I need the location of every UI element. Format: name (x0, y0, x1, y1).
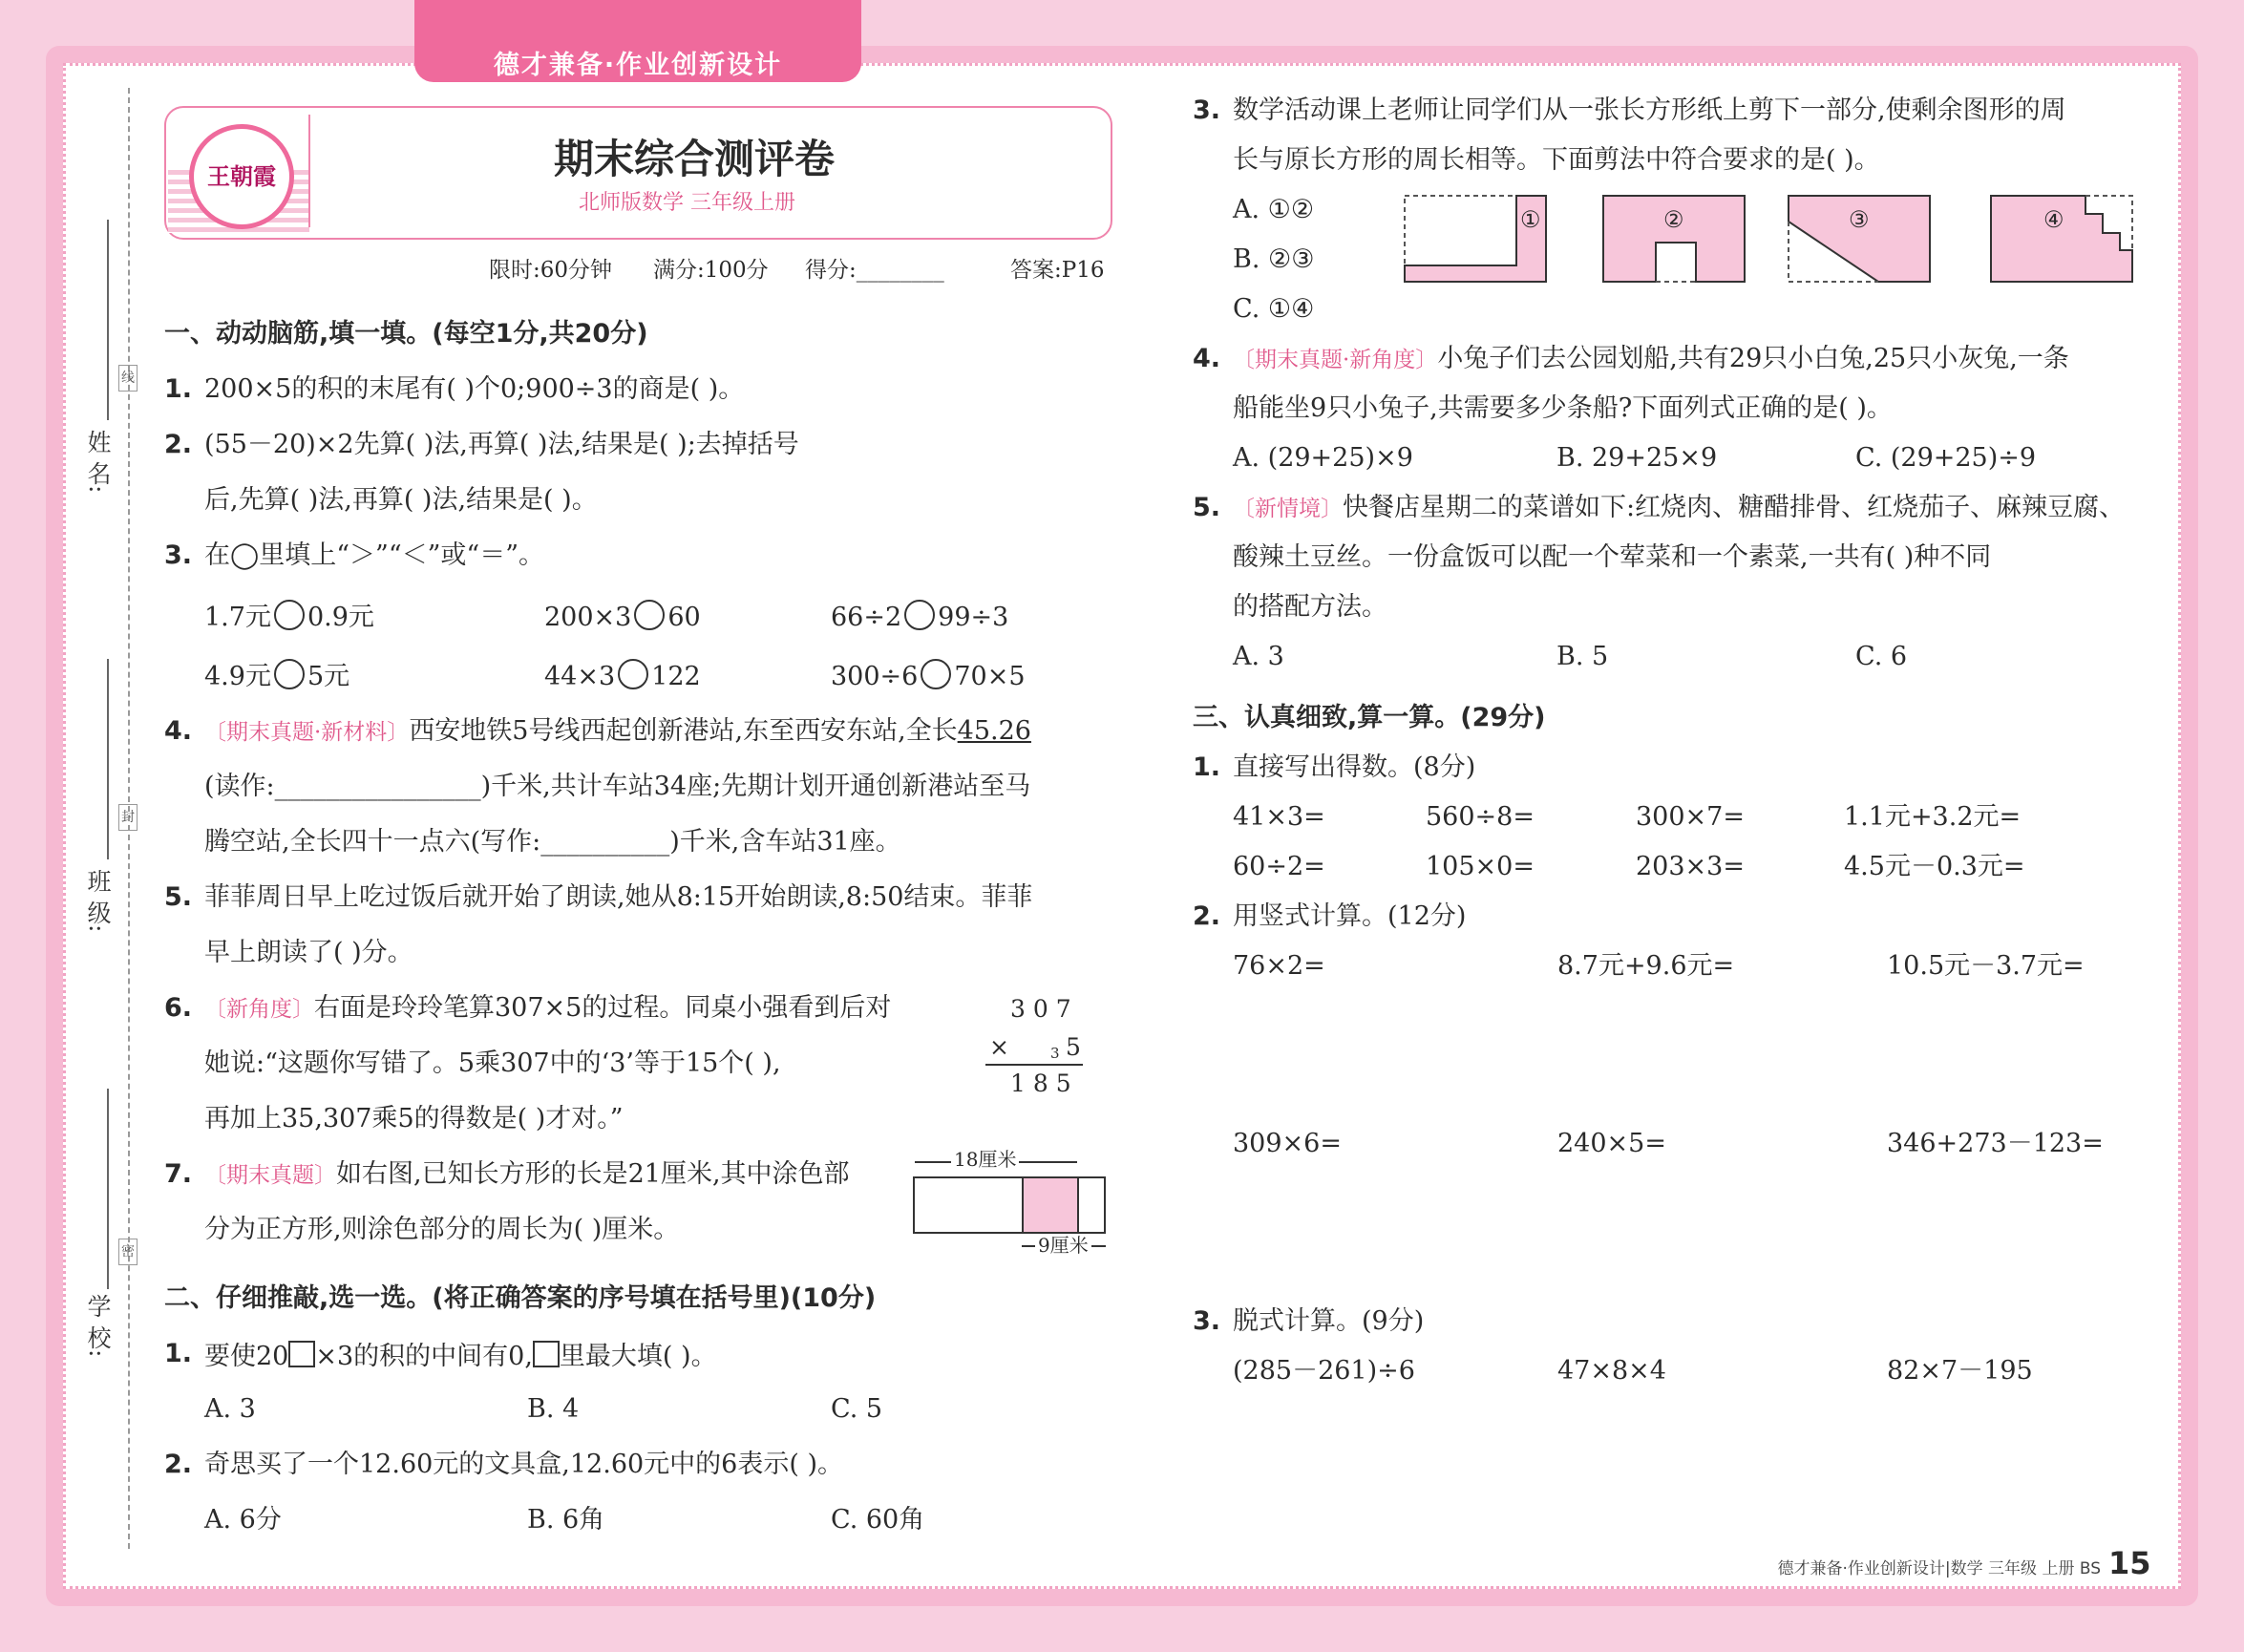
calc-rule (985, 1064, 1083, 1066)
compare-item (831, 600, 1008, 630)
s2-q3-line1: 数学活动课上老师让同学们从一张长方形纸上剪下一部分,使剩余图形的周 (1233, 95, 2066, 125)
page-subtitle: 北师版数学 三年级上册 (579, 191, 795, 215)
q-text: 快餐店星期二的菜谱如下:红烧肉、糖醋排骨、红烧茄子、麻辣豆腐、 (1343, 493, 2126, 522)
s1-q7-line1 (204, 1161, 850, 1187)
compare-circle[interactable] (618, 659, 648, 689)
calc-op: × (989, 1033, 1009, 1061)
option-b[interactable]: B. ②③ (1233, 244, 1315, 274)
option-b[interactable]: B. 29+25×9 (1556, 443, 1718, 473)
q4-text: 西安地铁5号线西起创新港站,东至西安东站,全长 (409, 716, 958, 746)
page-number: 15 (2108, 1545, 2151, 1581)
tag-badge: 〔新角度〕 (204, 997, 314, 1022)
s1-q4-num: 4. (164, 716, 193, 746)
s1-q5-num: 5. (164, 882, 193, 912)
option-c[interactable]: C. (29+25)÷9 (1855, 443, 2037, 473)
compare-item (544, 659, 701, 689)
vertical-calc: 10.5元－3.7元= (1887, 951, 2085, 981)
cut-label-4: ④ (2043, 206, 2064, 233)
dim-9-label: 9厘米 (1035, 1236, 1091, 1255)
s1-q6-num: 6. (164, 993, 193, 1023)
s1-q3-num: 3. (164, 540, 193, 570)
s2-q4-line1 (1233, 346, 2069, 371)
tag-badge: 〔期末真题·新角度〕 (1233, 348, 1438, 372)
vertical-calc: 240×5= (1557, 1129, 1666, 1158)
oral-calc: 41×3= (1233, 802, 1325, 832)
blank-square[interactable] (533, 1341, 560, 1367)
s1-q6-line3: 再加上35,307乘5的得数是( )才对。” (204, 1104, 624, 1133)
s2-q3-num: 3. (1193, 95, 1221, 125)
option-c[interactable]: C. 60角 (831, 1505, 925, 1535)
s1-q1-text: 200×5的积的末尾有( )个0;900÷3的商是( )。 (204, 374, 745, 404)
s1-q2-line1: (55－20)×2先算( )法,再算( )法,结果是( );去掉括号 (204, 430, 799, 459)
q-text: ×3的积的中间有0, (315, 1342, 533, 1371)
option-a[interactable]: A. (29+25)×9 (1233, 443, 1413, 473)
section1-title: 一、动动脑筋,填一填。(每空1分,共20分) (164, 319, 648, 349)
brand-logo (189, 124, 294, 229)
s3-q2-text: 用竖式计算。(12分) (1233, 901, 1467, 931)
dim-18-label: 18厘米 (951, 1150, 1019, 1169)
compare-item (204, 600, 374, 630)
q6-text: 右面是玲玲笔算307×5的过程。同桌小强看到后对 (314, 993, 892, 1023)
compare-circle[interactable] (274, 659, 305, 689)
oral-calc: 4.5元－0.3元= (1844, 852, 2025, 881)
s2-q1-text (204, 1341, 717, 1369)
answer-ref: 答案:P16 (1010, 258, 1105, 283)
q-text: 小兔子们去公园划船,共有29只小白兔,25只小灰兔,一条 (1437, 344, 2069, 373)
s3-q2-num: 2. (1193, 901, 1221, 931)
s2-q5-num: 5. (1193, 493, 1221, 522)
cut-label-1: ① (1520, 206, 1541, 233)
compare-right: 99÷3 (938, 603, 1009, 632)
s1-q2-line2: 后,先算( )法,再算( )法,结果是( )。 (204, 485, 598, 515)
compare-left: 1.7元 (204, 603, 271, 632)
time-limit: 限时:60分钟 (489, 258, 613, 283)
compare-circle[interactable] (921, 659, 951, 689)
compare-item (544, 600, 701, 630)
s3-q1-num: 1. (1193, 752, 1221, 782)
s2-q4-line2: 船能坐9只小兔子,共需要多少条船?下面列式正确的是( )。 (1233, 393, 1893, 423)
vertical-calc: 76×2= (1233, 951, 1325, 981)
footer-text: 德才兼备·作业创新设计|数学 三年级 上册 BS (1777, 1559, 2101, 1578)
s1-q6-line2: 她说:“这题你写错了。5乘307中的‘3’等于15个( ), (204, 1048, 781, 1078)
s2-q2-text: 奇思买了一个12.60元的文具盒,12.60元中的6表示( )。 (204, 1450, 844, 1479)
vertical-calc: 309×6= (1233, 1129, 1342, 1158)
score-field[interactable]: 得分:________ (805, 258, 944, 283)
calc-carry: 3 (1050, 1045, 1060, 1062)
stepwise-calc: (285－261)÷6 (1233, 1356, 1415, 1386)
tag-badge: 〔期末真题〕 (204, 1163, 336, 1188)
s2-q4-num: 4. (1193, 344, 1221, 373)
name-line (107, 220, 109, 420)
oral-calc: 105×0= (1426, 852, 1535, 881)
s1-q7-num: 7. (164, 1159, 193, 1189)
compare-right: 122 (651, 662, 701, 691)
section3-title: 三、认真细致,算一算。(29分) (1193, 703, 1546, 732)
section2-title: 二、仔细推敲,选一选。(将正确答案的序号填在括号里)(10分) (164, 1283, 877, 1313)
blank-square[interactable] (288, 1341, 315, 1367)
option-a[interactable]: A. 3 (1233, 642, 1284, 671)
cut-label-2: ② (1663, 206, 1684, 233)
compare-right: 5元 (307, 662, 350, 691)
compare-right: 0.9元 (307, 603, 374, 632)
s1-q4-line3: 腾空站,全长四十一点六(写作:__________)千米,含车站31座。 (204, 827, 901, 857)
title-divider (308, 115, 310, 227)
s2-q1-num: 1. (164, 1339, 193, 1368)
brand-tab (414, 0, 861, 82)
option-c[interactable]: C. ①④ (1233, 294, 1315, 324)
option-a[interactable]: A. ①② (1233, 195, 1315, 224)
s1-q2-num: 2. (164, 430, 193, 459)
s1-q4-line2: (读作:________________)千米,共计车站34座;先期计划开通创新港站至马 (204, 772, 1031, 801)
school-line (107, 1089, 109, 1289)
compare-item (204, 659, 349, 689)
oral-calc: 203×3= (1636, 852, 1745, 881)
option-a[interactable]: A. 6分 (204, 1505, 282, 1535)
option-b[interactable]: B. 6角 (527, 1505, 605, 1535)
s1-q3-text: 在◯里填上“＞”“＜”或“＝”。 (204, 540, 545, 570)
q7-text: 如右图,已知长方形的长是21厘米,其中涂色部 (336, 1159, 850, 1189)
option-b[interactable]: B. 4 (527, 1394, 580, 1424)
q4-value: 45.26 (957, 716, 1031, 746)
option-a[interactable]: A. 3 (204, 1394, 256, 1424)
tag-badge: 〔期末真题·新材料〕 (204, 720, 410, 745)
brand-text: 德才兼备·作业创新设计 (493, 51, 783, 80)
calc-top: 3 0 7 (1010, 995, 1071, 1023)
compare-left: 200×3 (544, 603, 632, 632)
s1-q1-num: 1. (164, 374, 193, 404)
stepwise-calc: 82×7－195 (1887, 1356, 2033, 1386)
cut-label-3: ③ (1849, 206, 1870, 233)
compare-left: 300÷6 (831, 662, 919, 691)
s2-q5-line1 (1233, 495, 2125, 520)
class-label: 班 级: (84, 869, 112, 933)
compare-item (831, 659, 1026, 689)
oral-calc: 60÷2= (1233, 852, 1325, 881)
binding-mark-seal: 封 (118, 804, 138, 831)
name-label: 姓 名: (84, 430, 112, 494)
q-text: 里最大填( )。 (559, 1342, 717, 1371)
s1-q6-line1 (204, 995, 891, 1021)
shaded-square (1022, 1176, 1079, 1234)
s3-q1-text: 直接写出得数。(8分) (1233, 752, 1476, 782)
s2-q2-num: 2. (164, 1450, 193, 1479)
binding-mark-tight: 密 (118, 1239, 138, 1265)
stepwise-calc: 47×8×4 (1557, 1356, 1666, 1386)
s2-q3-line2: 长与原长方形的周长相等。下面剪法中符合要求的是( )。 (1233, 145, 1880, 175)
vertical-calc: 8.7元+9.6元= (1557, 951, 1735, 981)
class-line (107, 659, 109, 859)
compare-right: 60 (667, 603, 701, 632)
s1-q5-line2: 早上朗读了( )分。 (204, 938, 413, 967)
compare-circle[interactable] (634, 600, 665, 630)
oral-calc: 1.1元+3.2元= (1844, 802, 2022, 832)
school-label: 学 校: (84, 1294, 112, 1358)
compare-right: 70×5 (954, 662, 1026, 691)
compare-left: 4.9元 (204, 662, 271, 691)
s2-q5-line2: 酸辣土豆丝。一份盒饭可以配一个荤菜和一个素菜,一共有( )种不同 (1233, 542, 1992, 572)
option-c[interactable]: C. 5 (831, 1394, 883, 1424)
oral-calc: 560÷8= (1426, 802, 1535, 832)
compare-left: 44×3 (544, 662, 616, 691)
oral-calc: 300×7= (1636, 802, 1745, 832)
s1-q4-line1 (204, 718, 1031, 744)
binding-mark-line: 线 (118, 365, 138, 392)
compare-left: 66÷2 (831, 603, 902, 632)
tag-badge: 〔新情境〕 (1233, 497, 1343, 521)
option-c[interactable]: C. 6 (1855, 642, 1908, 671)
calc-mul: 5 (1066, 1033, 1081, 1061)
s3-q3-text: 脱式计算。(9分) (1233, 1306, 1425, 1336)
s1-q5-line1: 菲菲周日早上吃过饭后就开始了朗读,她从8:15开始朗读,8:50结束。菲菲 (204, 882, 1033, 912)
vertical-calc: 346+273－123= (1887, 1129, 2104, 1158)
s1-q7-line2: 分为正方形,则涂色部分的周长为( )厘米。 (204, 1215, 680, 1244)
page-title: 期末综合测评卷 (554, 136, 836, 182)
option-b[interactable]: B. 5 (1556, 642, 1609, 671)
q-text: 要使20 (204, 1342, 289, 1371)
compare-circle[interactable] (904, 600, 935, 630)
logo-text: 王朝霞 (207, 162, 276, 190)
compare-circle[interactable] (274, 600, 305, 630)
s3-q3-num: 3. (1193, 1306, 1221, 1336)
full-score: 满分:100分 (653, 258, 769, 283)
s2-q5-line3: 的搭配方法。 (1233, 592, 1387, 622)
calc-result: 1 8 5 (1010, 1070, 1071, 1097)
